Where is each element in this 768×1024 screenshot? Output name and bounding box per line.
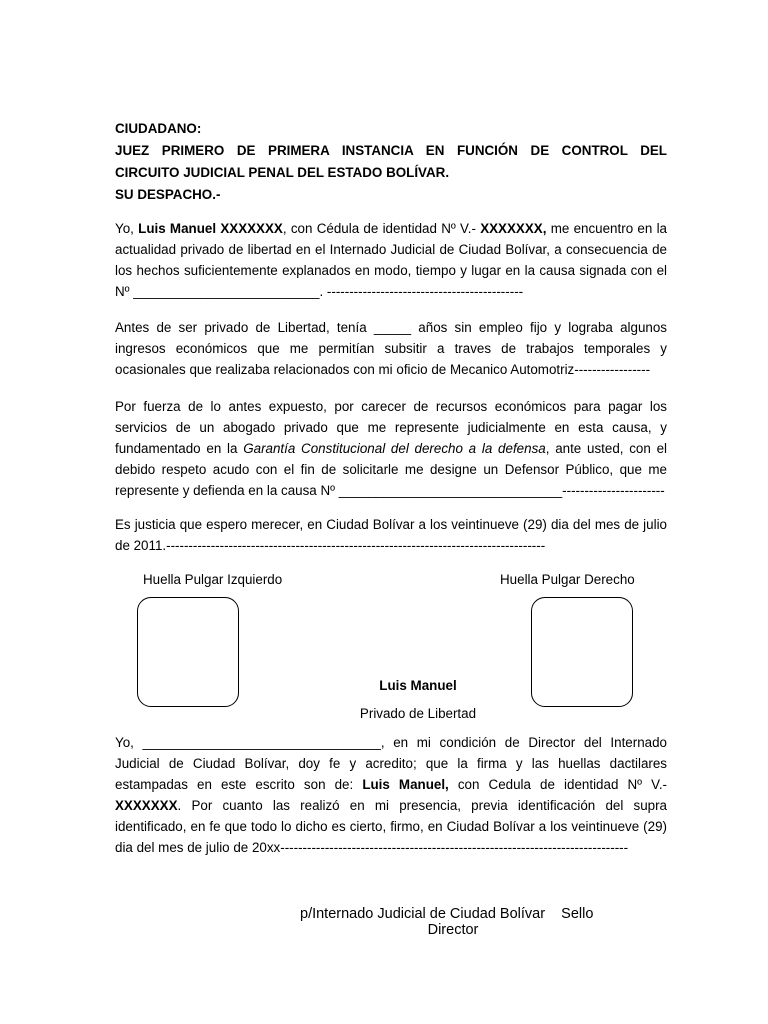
footer-institution-seal: p/Internado Judicial de Ciudad Bolívar Sello	[300, 906, 594, 922]
right-thumb-label: Huella Pulgar Derecho	[500, 572, 635, 587]
p1-text-c: me encuentro en la actualidad privado de libertad en el Internado Judicial de Ciudad Bolívar, a consecuencia de los hechos suficientemente explanados en modo, tiempo y lugar en la causa signada con el Nº _________________________. --------------------------------------------	[115, 221, 667, 299]
p5-text-c: . Por cuanto las realizó en mi presencia, previa identificación del supra identificado, en fe que todo lo dicho es cierto, firmo, en Ciudad Bolívar a los veintinueve (29) dia del mes de julio de 20xx------------------------------------------------------------------------------	[115, 798, 667, 855]
p5-id: XXXXXXX	[115, 798, 178, 813]
paragraph-director-certification	[115, 732, 667, 858]
p2-text: Antes de ser privado de Libertad, tenía _____ años sin empleo fijo y lograba algunos ingresos económicos que me permitían subsitir a traves de trabajos temporales y ocasionales que realizaba relacionados con mi oficio de Mecanico Automotriz-----------------	[115, 320, 667, 377]
paragraph-employment	[115, 317, 667, 380]
document-header	[115, 118, 667, 206]
p3-text-b: , ante usted, con el debido respeto acudo con el fin de solicitarle me designe un Defensor Público, que me represente y defienda en la causa Nº ______________________________-----------------------	[115, 441, 667, 498]
header-addressee: CIUDADANO:	[115, 121, 202, 136]
p3-text-a: Por fuerza de lo antes expuesto, por carecer de recursos económicos para pagar los servicios de un abogado privado que me represente judicialmente en esta causa, y fundamentado en la	[115, 399, 667, 456]
p5-text-b: con Cedula de identidad Nº V.-	[448, 777, 667, 792]
footer-director: Director	[427, 922, 479, 938]
p1-name: Luis Manuel XXXXXXX	[138, 221, 283, 236]
p1-id: XXXXXXX,	[480, 221, 547, 236]
signatory-role: Privado de Libertad	[359, 706, 477, 721]
header-circuit: CIRCUITO JUDICIAL PENAL DEL ESTADO BOLÍVAR.	[115, 165, 450, 180]
p1-text-a: Yo,	[115, 221, 139, 236]
paragraph-closing	[115, 514, 667, 556]
header-judge-title: JUEZ PRIMERO DE PRIMERA INSTANCIA EN FUNCIÓN DE CONTROL DEL	[115, 143, 667, 158]
paragraph-identification	[115, 218, 667, 302]
left-thumb-label: Huella Pulgar Izquierdo	[143, 572, 283, 587]
p5-name: Luis Manuel,	[362, 777, 449, 792]
header-office: SU DESPACHO.-	[115, 187, 221, 202]
p5-text-a: Yo, ________________________________, en mi condición de Director del Internado Judicial de Ciudad Bolívar, doy fe y acredito; que la firma y las huellas dactilares estampadas en este escrito son de:	[115, 735, 667, 792]
p1-text-b: , con Cédula de identidad Nº V.-	[282, 221, 481, 236]
p4-text: Es justicia que espero merecer, en Ciudad Bolívar a los veintinueve (29) dia del mes de julio de 2011.-------------------------------------------------------------------------------------	[115, 517, 667, 553]
p3-guarantee: Garantía Constitucional del derecho a la defensa	[243, 441, 546, 456]
paragraph-request	[115, 396, 667, 501]
signatory-name: Luis Manuel	[379, 678, 457, 693]
